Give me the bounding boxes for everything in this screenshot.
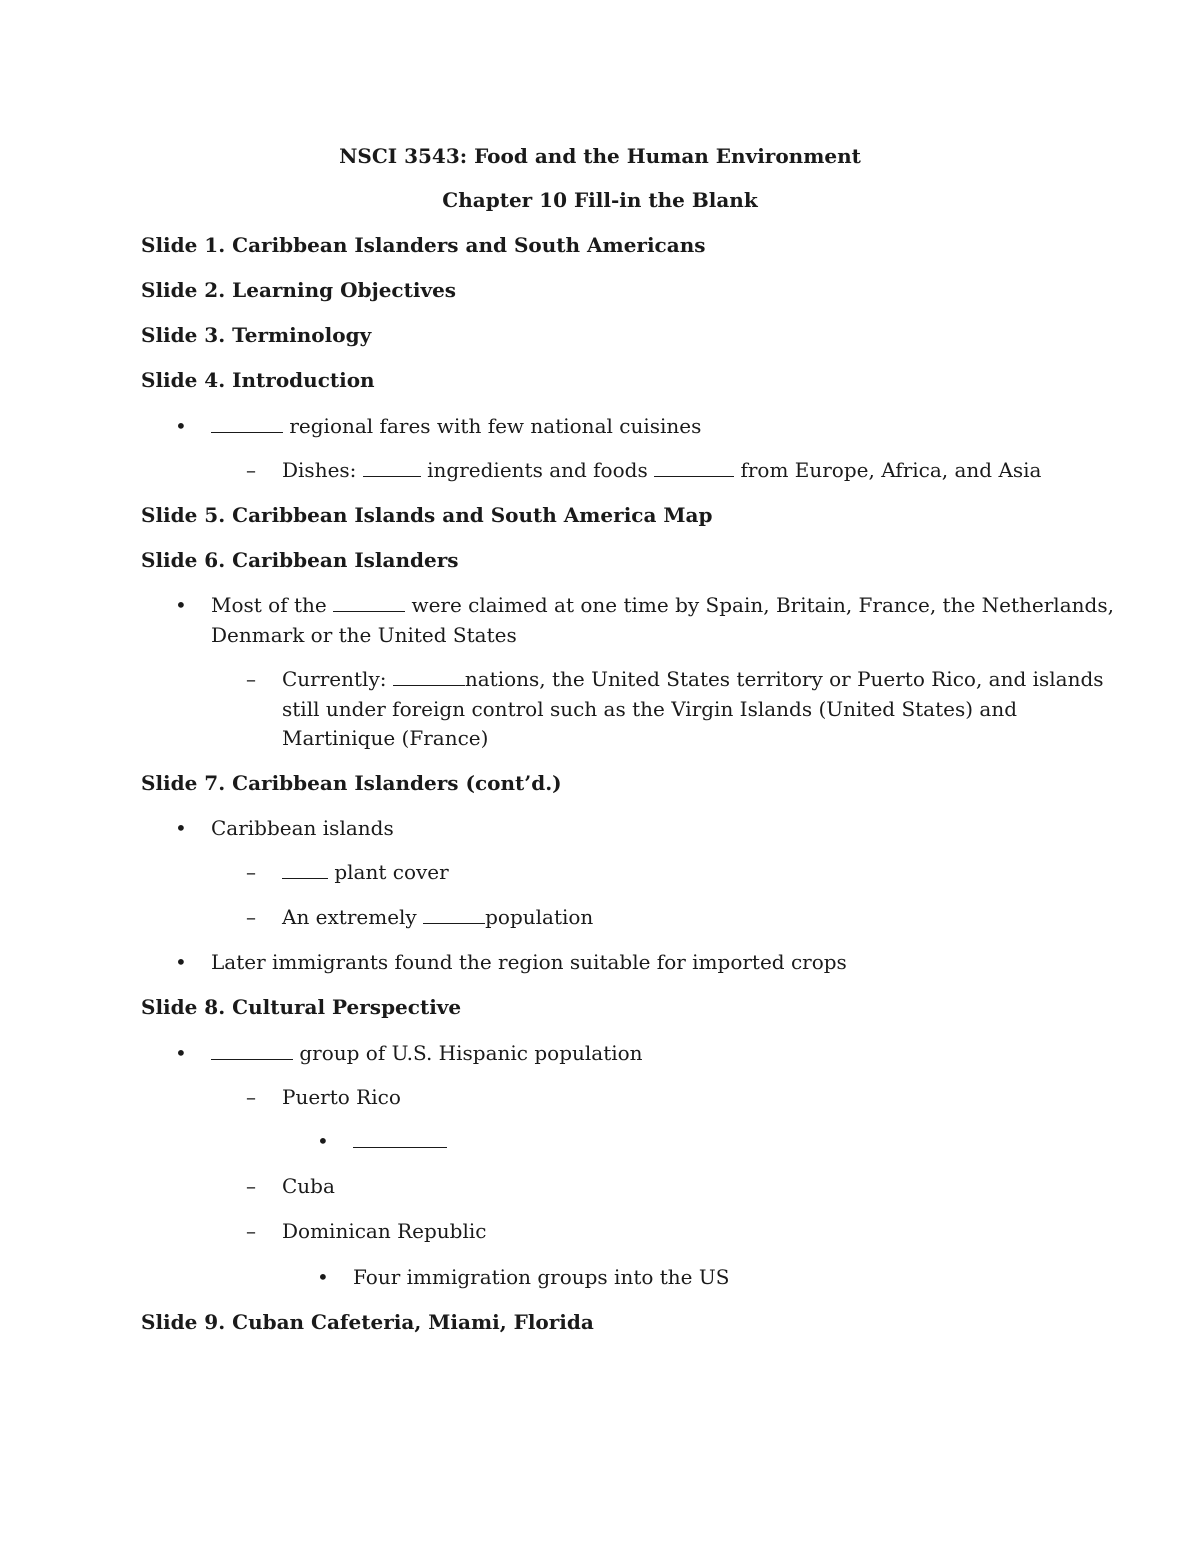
sub-list-item-continuation: still under foreign control such as the Virgin Islands (United States) and xyxy=(282,697,1018,721)
list-item-text: Most of the xyxy=(211,593,327,617)
sub-list-item: Cuba xyxy=(282,1174,335,1198)
bullet-marker: • xyxy=(175,816,187,840)
fill-blank xyxy=(654,458,734,477)
slide-heading: Slide 8. Cultural Perspective xyxy=(141,995,462,1019)
list-item-continuation: Denmark or the United States xyxy=(211,623,517,647)
sub-list-item-continuation: Martinique (France) xyxy=(282,726,489,750)
dash-marker: – xyxy=(246,1174,256,1198)
list-item xyxy=(211,1038,643,1068)
dash-marker: – xyxy=(246,860,256,884)
list-item-text: regional fares with few national cuisines xyxy=(289,414,702,438)
document-title: NSCI 3543: Food and the Human Environment xyxy=(339,144,861,168)
slide-heading: Slide 2. Learning Objectives xyxy=(141,278,457,302)
list-item-text: population xyxy=(485,905,594,929)
dash-marker: – xyxy=(246,458,256,482)
fill-blank xyxy=(282,860,328,879)
sub-list-item xyxy=(282,455,1041,485)
bullet-marker: • xyxy=(175,1041,187,1065)
fill-blank xyxy=(423,905,485,924)
list-item-text: from Europe, Africa, and Asia xyxy=(740,458,1042,482)
sub-list-item xyxy=(282,664,1104,694)
list-item-text: Currently: xyxy=(282,667,387,691)
list-item: Caribbean islands xyxy=(211,816,394,840)
dash-marker: – xyxy=(246,1085,256,1109)
list-item-text: plant cover xyxy=(334,860,449,884)
sub-list-item xyxy=(282,902,593,932)
fill-blank xyxy=(353,1129,447,1148)
bullet-marker: • xyxy=(175,414,187,438)
bullet-marker: • xyxy=(317,1129,329,1153)
fill-blank xyxy=(363,458,421,477)
list-item xyxy=(211,590,1114,620)
fill-blank xyxy=(211,1041,293,1060)
list-item-text: ingredients and foods xyxy=(427,458,648,482)
bullet-marker: • xyxy=(317,1265,329,1289)
list-item-text: nations, the United States territory or Puerto Rico, and islands xyxy=(464,667,1104,691)
bullet-marker: • xyxy=(175,950,187,974)
fill-blank xyxy=(333,593,405,612)
list-item-text: An extremely xyxy=(282,905,417,929)
slide-heading: Slide 3. Terminology xyxy=(141,323,372,347)
slide-heading: Slide 6. Caribbean Islanders xyxy=(141,548,459,572)
dash-marker: – xyxy=(246,1219,256,1243)
slide-heading: Slide 9. Cuban Cafeteria, Miami, Florida xyxy=(141,1310,594,1334)
fill-blank xyxy=(211,414,283,433)
sub-list-item xyxy=(282,857,449,887)
list-item-text: group of U.S. Hispanic population xyxy=(299,1041,643,1065)
dash-marker: – xyxy=(246,667,256,691)
list-item: Later immigrants found the region suitable for imported crops xyxy=(211,950,847,974)
slide-heading: Slide 5. Caribbean Islands and South America Map xyxy=(141,503,713,527)
list-item-text: Dishes: xyxy=(282,458,357,482)
fill-blank xyxy=(393,667,465,686)
bullet-marker: • xyxy=(175,593,187,617)
sub-sub-list-item: Four immigration groups into the US xyxy=(353,1265,730,1289)
document-subtitle: Chapter 10 Fill-in the Blank xyxy=(442,188,758,212)
slide-heading: Slide 4. Introduction xyxy=(141,368,375,392)
dash-marker: – xyxy=(246,905,256,929)
sub-list-item: Dominican Republic xyxy=(282,1219,487,1243)
slide-heading: Slide 7. Caribbean Islanders (cont’d.) xyxy=(141,771,562,795)
slide-heading: Slide 1. Caribbean Islanders and South Americans xyxy=(141,233,706,257)
list-item xyxy=(211,411,701,441)
list-item-text: were claimed at one time by Spain, Britain, France, the Netherlands, xyxy=(411,593,1114,617)
sub-list-item: Puerto Rico xyxy=(282,1085,401,1109)
sub-sub-list-item xyxy=(353,1126,447,1156)
